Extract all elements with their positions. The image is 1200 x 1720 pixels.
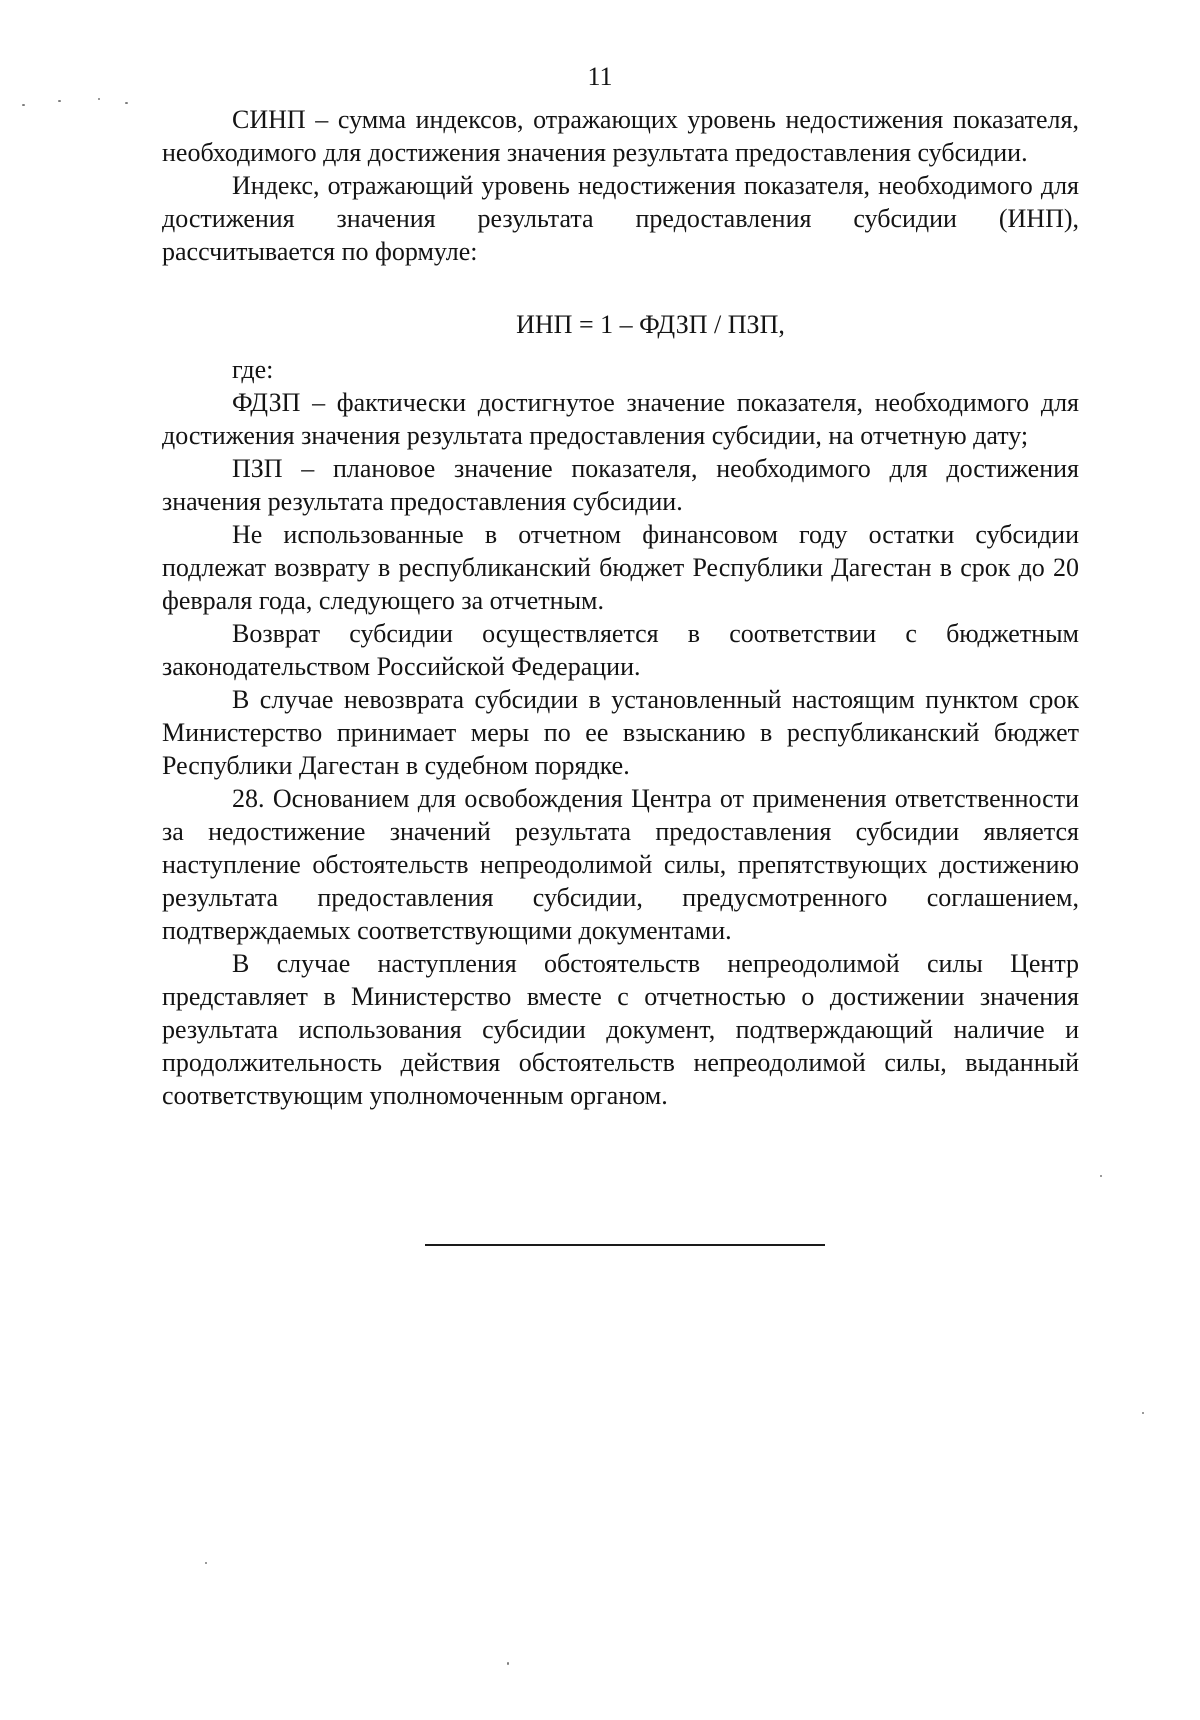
scan-speck [1142, 1412, 1144, 1414]
scan-speck [22, 104, 25, 106]
paragraph-fdzp-definition: ФДЗП – фактически достигнутое значение показателя, необходимого для достижения значения результата предоставления субсидии, на отчетную дату; [162, 388, 1079, 450]
paragraph-pzp-definition: ПЗП – плановое значение показателя, необходимого для достижения значения результата предоставления субсидии. [162, 454, 1079, 516]
paragraph-inp-index: Индекс, отражающий уровень недостижения показателя, необходимого для достижения значения результата предоставления субсидии (ИНП), рассчитывается по формуле: [162, 171, 1079, 266]
paragraph-refund-law: Возврат субсидии осуществляется в соответствии с бюджетным законодательством Российской Федерации. [162, 619, 1079, 681]
paragraph-where: где: [232, 355, 274, 384]
formula-inp: ИНП = 1 – ФДЗП / ПЗП, [516, 310, 785, 339]
paragraph-non-refund: В случае невозврата субсидии в установленный настоящим пунктом срок Министерство принимает меры по ее взысканию в республиканский бюджет Республики Дагестан в судебном порядке. [162, 685, 1079, 780]
scan-speck [507, 1662, 509, 1665]
scan-speck [58, 100, 61, 102]
paragraph-unused-balance: Не использованные в отчетном финансовом году остатки субсидии подлежат возврату в республиканский бюджет Республики Дагестан в срок до 20 февраля года, следующего за отчетным. [162, 520, 1079, 615]
scan-speck [1100, 1175, 1102, 1177]
document-body [162, 103, 1079, 1112]
scan-speck [205, 1562, 207, 1564]
page-number: 11 [587, 62, 613, 91]
paragraph-sinp-definition: СИНП – сумма индексов, отражающих уровень недостижения показателя, необходимого для достижения значения результата предоставления субсидии. [162, 105, 1079, 167]
end-separator-line [425, 1244, 825, 1246]
scan-speck [98, 98, 100, 100]
paragraph-clause-28: 28. Основанием для освобождения Центра от применения ответственности за недостижение значений результата предоставления субсидии является наступление обстоятельств непреодолимой силы, препятствующих достижению результата предоставления субсидии, предусмотренного соглашением, подтверждаемых соответствующими документами. [162, 784, 1079, 945]
scan-speck [125, 102, 128, 104]
paragraph-force-majeure: В случае наступления обстоятельств непреодолимой силы Центр представляет в Министерство вместе с отчетностью о достижении значения результата использования субсидии документ, подтверждающий наличие и продолжительность действия обстоятельств непреодолимой силы, выданный соответствующим уполномоченным органом. [162, 949, 1079, 1110]
